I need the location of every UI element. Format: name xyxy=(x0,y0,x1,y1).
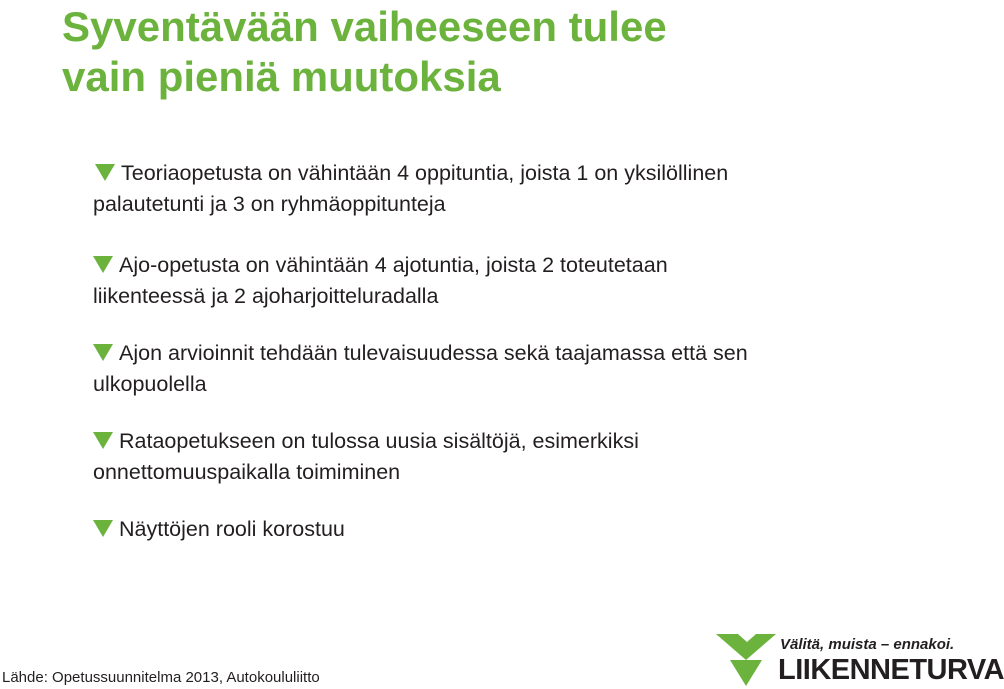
bullet-item xyxy=(93,426,933,488)
bullet-item xyxy=(93,158,933,220)
slide-title-line-1: Syventävään vaiheeseen tulee xyxy=(62,3,667,50)
bullet-text-line-1: Rataopetukseen on tulossa uusia sisältöjä, esimerkiksi xyxy=(119,429,639,453)
triangle-bullet-icon xyxy=(93,432,113,449)
triangle-bullet-icon xyxy=(93,344,113,361)
bullet-item xyxy=(93,338,933,400)
bullet-item xyxy=(93,250,933,312)
triangle-bullet-icon xyxy=(95,164,115,181)
source-citation: Lähde: Opetussuunnitelma 2013, Autokoululiitto xyxy=(2,669,320,686)
liikenneturva-logo xyxy=(716,632,1004,689)
liikenneturva-chevron-logo-icon xyxy=(716,632,778,689)
bullet-text-line-1: Teoriaopetusta on vähintään 4 oppituntia, joista 1 on yksilöllinen xyxy=(121,161,729,185)
bullet-text-line-1: Ajo-opetusta on vähintään 4 ajotuntia, joista 2 toteutetaan xyxy=(119,253,668,277)
logo-wordmark: LIIKENNETURVA xyxy=(778,654,1004,686)
bullet-text-line-2: ulkopuolella xyxy=(93,372,207,396)
bullet-text-line-1: Ajon arvioinnit tehdään tulevaisuudessa sekä taajamassa että sen xyxy=(119,341,748,365)
bullet-text-line-2: liikenteessä ja 2 ajoharjoitteluradalla xyxy=(93,284,439,308)
logo-slogan: Välitä, muista – ennakoi. xyxy=(780,636,955,653)
bullet-text-line-1: Näyttöjen rooli korostuu xyxy=(119,517,345,541)
bullet-item xyxy=(93,514,933,545)
slide-title-line-2: vain pieniä muutoksia xyxy=(62,53,501,100)
bullet-text-line-2: palautetunti ja 3 on ryhmäoppitunteja xyxy=(93,192,446,216)
triangle-bullet-icon xyxy=(93,256,113,273)
triangle-bullet-icon xyxy=(93,520,113,537)
bullet-text-line-2: onnettomuuspaikalla toimiminen xyxy=(93,460,401,484)
slide-title xyxy=(62,2,667,102)
